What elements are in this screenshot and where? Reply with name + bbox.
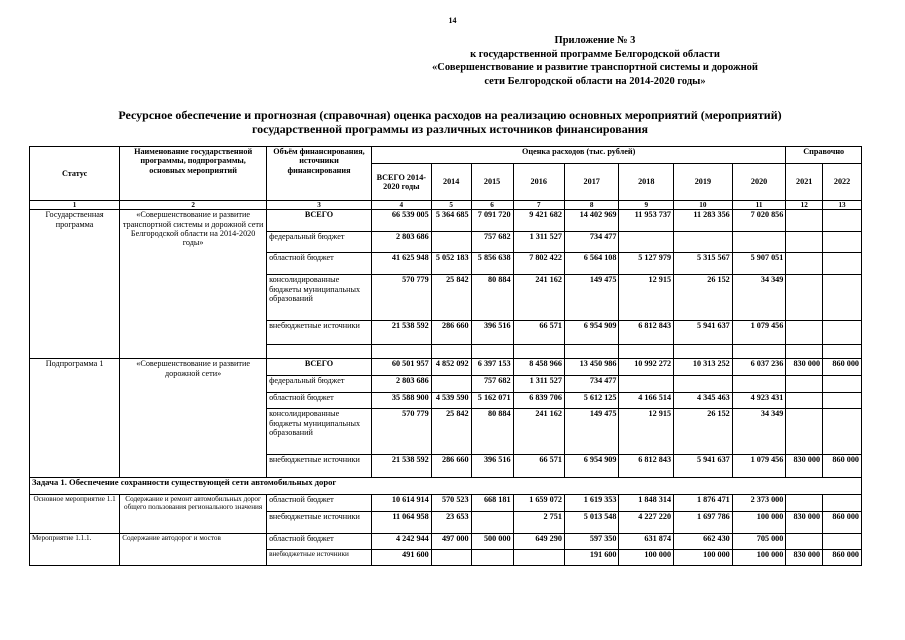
value-cell: 4 345 463 [674,393,733,409]
value-cell [786,210,823,232]
header-row [30,147,862,164]
column-number: 10 [674,201,733,210]
empty-cell [674,345,733,359]
value-cell: 631 874 [619,534,674,550]
funding-source: ВСЕГО [267,359,372,376]
header-year: 2017 [564,164,619,201]
value-cell [823,253,862,275]
value-cell: 2 803 686 [371,376,431,393]
funding-source: внебюджетные источники [267,321,372,345]
page-number: 14 [448,16,457,25]
value-cell: 6 812 843 [619,455,674,478]
value-cell: 6 564 108 [564,253,619,275]
value-cell [732,232,786,253]
empty-cell [431,345,471,359]
value-cell: 1 079 456 [732,321,786,345]
value-cell: 286 660 [431,321,471,345]
header-total: ВСЕГО 2014-2020 годы [371,164,431,201]
header-status: Статус [30,147,120,201]
header-year: 2014 [431,164,471,201]
column-number: 11 [732,201,786,210]
value-cell: 12 915 [619,275,674,321]
value-cell: 34 349 [732,275,786,321]
value-cell: 4 539 590 [431,393,471,409]
funding-source: внебюджетные источники [267,512,372,534]
value-cell: 1 848 314 [619,495,674,512]
funding-source: консолидированные бюджеты муниципальных образований [267,275,372,321]
title-line: Ресурсное обеспечение и прогнозная (справочная) оценка расходов на реализацию основных мероприятий (мероприятий) [118,108,782,122]
column-number: 12 [786,201,823,210]
task-row [30,478,862,495]
value-cell: 80 884 [471,409,513,455]
value-cell [786,409,823,455]
funding-source: внебюджетные источники [267,455,372,478]
value-cell: 705 000 [732,534,786,550]
value-cell [823,393,862,409]
funding-source: федеральный бюджет [267,376,372,393]
column-number: 7 [513,201,564,210]
value-cell: 4 166 514 [619,393,674,409]
value-cell: 668 181 [471,495,513,512]
measure-status: Мероприятие 1.1.1. [30,534,120,566]
value-cell [786,232,823,253]
value-cell [823,210,862,232]
value-cell [674,232,733,253]
value-cell: 757 682 [471,376,513,393]
table-row [30,210,862,232]
value-cell: 66 571 [513,455,564,478]
appendix-line: «Совершенствование и развитие транспортной системы и дорожной [432,62,758,73]
value-cell [823,232,862,253]
value-cell: 10 992 272 [619,359,674,376]
value-cell: 5 315 567 [674,253,733,275]
appendix-line: сети Белгородской области на 2014-2020 годы» [484,75,706,87]
funding-source: федеральный бюджет [267,232,372,253]
value-cell: 830 000 [786,359,823,376]
value-cell [786,495,823,512]
value-cell: 497 000 [431,534,471,550]
value-cell: 6 397 153 [471,359,513,376]
value-cell: 21 538 592 [371,321,431,345]
budget-table [29,146,862,566]
value-cell: 1 619 353 [564,495,619,512]
funding-source: областной бюджет [267,495,372,512]
value-cell: 80 884 [471,275,513,321]
column-number: 4 [371,201,431,210]
value-cell [786,253,823,275]
value-cell: 597 350 [564,534,619,550]
value-cell: 5 941 637 [674,455,733,478]
value-cell: 5 941 637 [674,321,733,345]
value-cell [431,550,471,566]
value-cell: 491 600 [371,550,431,566]
value-cell: 11 953 737 [619,210,674,232]
value-cell: 500 000 [471,534,513,550]
value-cell: 649 290 [513,534,564,550]
value-cell: 662 430 [674,534,733,550]
value-cell: 14 402 969 [564,210,619,232]
empty-cell [513,345,564,359]
value-cell: 11 283 356 [674,210,733,232]
value-cell: 25 842 [431,275,471,321]
value-cell [431,232,471,253]
value-cell: 2 803 686 [371,232,431,253]
value-cell: 734 477 [564,232,619,253]
column-number: 5 [431,201,471,210]
funding-source: внебюджетные источники [267,550,372,566]
document-title [40,108,860,136]
value-cell: 21 538 592 [371,455,431,478]
funding-source: областной бюджет [267,393,372,409]
value-cell: 6 954 909 [564,321,619,345]
table-row [30,534,862,550]
header-year: 2022 [823,164,862,201]
value-cell: 6 812 843 [619,321,674,345]
empty-cell [564,345,619,359]
value-cell: 1 659 072 [513,495,564,512]
value-cell: 734 477 [564,376,619,393]
value-cell: 570 523 [431,495,471,512]
value-cell [619,376,674,393]
value-cell: 60 501 957 [371,359,431,376]
empty-cell [732,345,786,359]
column-number: 6 [471,201,513,210]
value-cell: 100 000 [619,550,674,566]
value-cell: 6 954 909 [564,455,619,478]
value-cell: 396 516 [471,321,513,345]
value-cell [786,534,823,550]
value-cell: 149 475 [564,275,619,321]
header-year: 2018 [619,164,674,201]
value-cell [732,376,786,393]
value-cell: 5 162 071 [471,393,513,409]
value-cell: 1 876 471 [674,495,733,512]
value-cell [823,275,862,321]
header-reference: Справочно [786,147,862,164]
column-number: 13 [823,201,862,210]
value-cell: 7 802 422 [513,253,564,275]
table-row [30,359,862,376]
header-year: 2019 [674,164,733,201]
value-cell: 35 588 900 [371,393,431,409]
value-cell: 4 923 431 [732,393,786,409]
empty-cell [471,345,513,359]
empty-cell [371,345,431,359]
title-line: государственной программы из различных источников финансирования [251,122,649,136]
value-cell: 25 842 [431,409,471,455]
program-status: Государственная программа [30,210,120,359]
value-cell: 100 000 [732,550,786,566]
funding-source: областной бюджет [267,253,372,275]
value-cell [471,512,513,534]
value-cell: 66 539 005 [371,210,431,232]
empty-cell [267,345,372,359]
subprogram-status: Подпрограмма 1 [30,359,120,478]
value-cell: 396 516 [471,455,513,478]
value-cell: 570 779 [371,275,431,321]
value-cell [786,393,823,409]
column-number: 1 [30,201,120,210]
value-cell [823,409,862,455]
appendix-line: Приложение № 3 [554,35,636,46]
header-volume: Объём финансирования, источники финансирования [267,147,372,201]
value-cell: 860 000 [823,512,862,534]
value-cell [471,550,513,566]
value-cell: 860 000 [823,550,862,566]
header-estimate: Оценка расходов (тыс. рублей) [371,147,785,164]
value-cell: 9 421 682 [513,210,564,232]
value-cell: 149 475 [564,409,619,455]
value-cell: 860 000 [823,359,862,376]
value-cell: 757 682 [471,232,513,253]
value-cell: 5 364 685 [431,210,471,232]
value-cell: 286 660 [431,455,471,478]
value-cell: 241 162 [513,275,564,321]
value-cell: 5 856 638 [471,253,513,275]
value-cell [786,376,823,393]
empty-cell [786,345,823,359]
value-cell: 13 450 986 [564,359,619,376]
empty-cell [823,345,862,359]
value-cell [823,376,862,393]
value-cell: 100 000 [674,550,733,566]
value-cell: 191 600 [564,550,619,566]
value-cell [431,376,471,393]
value-cell: 5 127 979 [619,253,674,275]
value-cell [674,376,733,393]
value-cell: 11 064 958 [371,512,431,534]
value-cell: 41 625 948 [371,253,431,275]
value-cell: 830 000 [786,512,823,534]
funding-source: ВСЕГО [267,210,372,232]
value-cell: 6 037 236 [732,359,786,376]
value-cell: 26 152 [674,409,733,455]
value-cell: 5 013 548 [564,512,619,534]
column-number: 8 [564,201,619,210]
value-cell: 100 000 [732,512,786,534]
value-cell [513,550,564,566]
value-cell: 2 751 [513,512,564,534]
empty-cell [619,345,674,359]
appendix-header [410,34,780,88]
value-cell: 570 779 [371,409,431,455]
header-name: Наименование государственной программы, подпрограммы, основных мероприятий [120,147,267,201]
value-cell: 7 020 856 [732,210,786,232]
column-number: 2 [120,201,267,210]
column-number-row [30,201,862,210]
value-cell: 7 091 720 [471,210,513,232]
header-year: 2020 [732,164,786,201]
value-cell [823,534,862,550]
column-number: 3 [267,201,372,210]
value-cell [823,495,862,512]
funding-source: консолидированные бюджеты муниципальных образований [267,409,372,455]
measure-name: Содержание автодорог и мостов [120,534,267,566]
value-cell: 5 052 183 [431,253,471,275]
value-cell: 1 697 786 [674,512,733,534]
value-cell: 10 614 914 [371,495,431,512]
header-year: 2015 [471,164,513,201]
column-number: 9 [619,201,674,210]
value-cell: 5 612 125 [564,393,619,409]
appendix-line: к государственной программе Белгородской области [470,48,720,60]
value-cell: 860 000 [823,455,862,478]
value-cell: 66 571 [513,321,564,345]
value-cell: 8 458 966 [513,359,564,376]
value-cell: 1 079 456 [732,455,786,478]
value-cell: 4 852 092 [431,359,471,376]
measure-status: Основное мероприятие 1.1 [30,495,120,534]
header-year: 2021 [786,164,823,201]
value-cell [786,321,823,345]
table-row [30,495,862,512]
value-cell: 241 162 [513,409,564,455]
value-cell: 4 227 220 [619,512,674,534]
value-cell: 6 839 706 [513,393,564,409]
value-cell: 10 313 252 [674,359,733,376]
value-cell [619,232,674,253]
value-cell: 1 311 527 [513,376,564,393]
value-cell [786,275,823,321]
value-cell: 34 349 [732,409,786,455]
funding-source: областной бюджет [267,534,372,550]
value-cell: 830 000 [786,550,823,566]
value-cell: 26 152 [674,275,733,321]
value-cell: 830 000 [786,455,823,478]
value-cell: 4 242 944 [371,534,431,550]
program-name: «Совершенствование и развитие транспортной системы и дорожной сети Белгородской области на 2014-2020 годы» [120,210,267,359]
value-cell: 12 915 [619,409,674,455]
value-cell: 1 311 527 [513,232,564,253]
value-cell: 23 653 [431,512,471,534]
value-cell: 2 373 000 [732,495,786,512]
subprogram-name: «Совершенствование и развитие дорожной сети» [120,359,267,478]
measure-name: Содержание и ремонт автомобильных дорог общего пользования регионального значения [120,495,267,534]
value-cell [823,321,862,345]
task-title: Задача 1. Обеспечение сохранности существующей сети автомобильных дорог [30,478,862,495]
header-year: 2016 [513,164,564,201]
value-cell: 5 907 051 [732,253,786,275]
